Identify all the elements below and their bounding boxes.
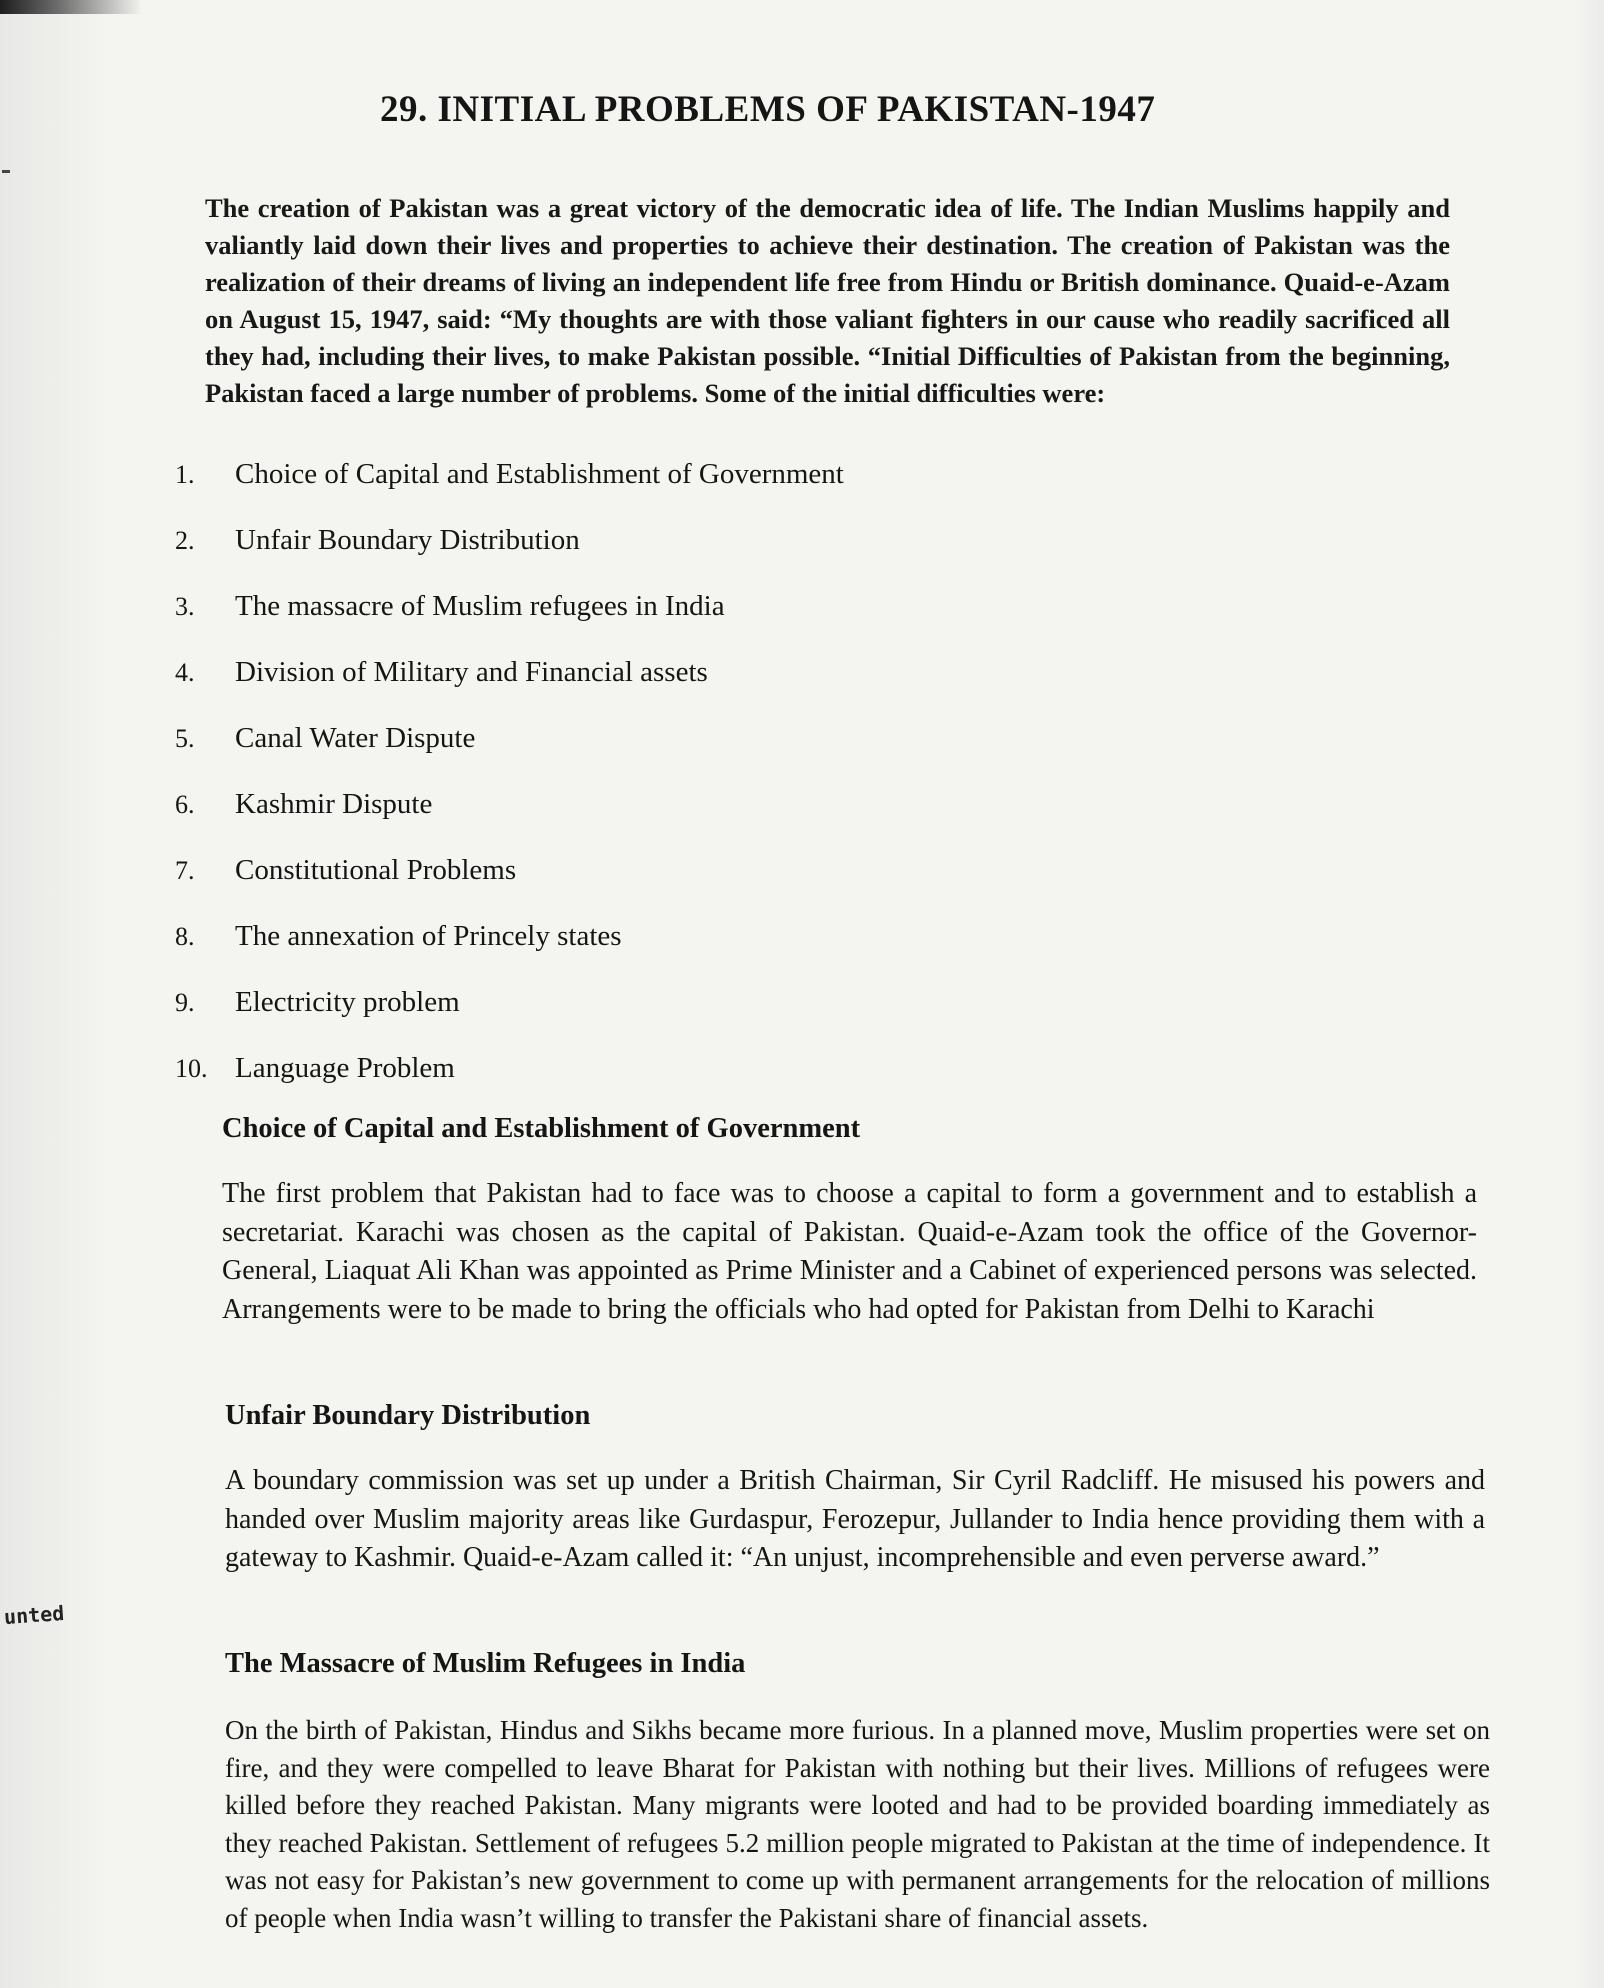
section-boundary <box>225 1400 1490 1573</box>
list-item <box>175 516 1075 582</box>
list-number: 7. <box>175 856 195 885</box>
list-number: 5. <box>175 724 195 753</box>
list-item <box>175 780 1075 846</box>
list-item-text: The massacre of Muslim refugees in India <box>235 590 725 622</box>
list-item-text: Unfair Boundary Distribution <box>235 524 580 556</box>
list-item-text: Kashmir Dispute <box>235 788 433 820</box>
page-edge <box>0 0 140 14</box>
section-body: A boundary commission was set up under a British Chairman, Sir Cyril Radcliff. He misused his powers and handed over Muslim majority areas like Gurdaspur, Ferozepur, Jullander to India hence providing them with a gateway to Kashmir. Quaid-e-Azam called it: “An unjust, incomprehensible and even perverse award.” <box>225 1465 1485 1573</box>
list-item <box>175 846 1075 912</box>
intro-paragraph: The creation of Pakistan was a great victory of the democratic idea of life. The Indian Muslims happily and valiantly laid down their lives and properties to achieve their destination. The creation of Pakistan was the realization of their dreams of living an independent life free from Hindu or British dominance. Quaid-e-Azam on August 15, 1947, said: “My thoughts are with those valiant fighters in our cause who readily sacrificed all they had, including their lives, to make Pakistan possible. “Initial Difficulties of Pakistan from the beginning, Pakistan faced a large number of problems. Some of the initial difficulties were: <box>205 192 1450 408</box>
list-item-text: Division of Military and Financial assets <box>235 656 708 688</box>
page-shadow <box>0 0 110 1988</box>
list-item-text: Choice of Capital and Establishment of Government <box>235 458 844 490</box>
list-number: 4. <box>175 658 195 687</box>
section-body: The first problem that Pakistan had to face was to choose a capital to form a government and to establish a secretariat. Karachi was chosen as the capital of Pakistan. Quaid-e-Azam took the office of the Governor-General, Liaquat Ali Khan was appointed as Prime Minister and a Cabinet of experienced persons was selected. Arrangements were to be made to bring the officials who had opted for Pakistan from Delhi to Karachi <box>222 1178 1477 1325</box>
list-item <box>175 1044 1075 1110</box>
section-body: On the birth of Pakistan, Hindus and Sikhs became more furious. In a planned move, Muslim properties were set on fire, and they were compelled to leave Bharat for Pakistan with nothing but their lives. Millions of refugees were killed before they reached Pakistan. Many migrants were looted and had to be provided boarding immediately as they reached Pakistan. Settlement of refugees 5.2 million people migrated to Pakistan at the time of independence. It was not easy for Pakistan’s new government to come up with permanent arrangements for the relocation of millions of people when India wasn’t willing to transfer the Pakistani share of financial assets. <box>225 1715 1490 1933</box>
page-title: 29. INITIAL PROBLEMS OF PAKISTAN-1947 <box>380 89 1156 130</box>
list-item <box>175 978 1075 1044</box>
list-item-text: Language Problem <box>235 1052 455 1084</box>
list-number: 8. <box>175 922 195 951</box>
list-item-text: Electricity problem <box>235 986 460 1018</box>
list-number: 3. <box>175 592 195 621</box>
section-heading: Choice of Capital and Establishment of Government <box>222 1113 861 1144</box>
list-number: 10. <box>175 1054 208 1083</box>
list-item <box>175 450 1075 516</box>
section-heading: Unfair Boundary Distribution <box>225 1400 591 1431</box>
margin-stamp: unted <box>3 1600 65 1630</box>
list-item <box>175 582 1075 648</box>
section-capital <box>222 1113 1487 1325</box>
list-item <box>175 714 1075 780</box>
problems-list <box>175 450 1075 1110</box>
list-item-text: Canal Water Dispute <box>235 722 476 754</box>
list-item-text: The annexation of Princely states <box>235 920 622 952</box>
list-number: 6. <box>175 790 195 819</box>
list-item <box>175 912 1075 978</box>
section-refugees <box>225 1648 1490 1933</box>
list-number: 2. <box>175 526 195 555</box>
list-item <box>175 648 1075 714</box>
list-number: 9. <box>175 988 195 1017</box>
section-heading: The Massacre of Muslim Refugees in India <box>225 1648 746 1679</box>
page-edge-right <box>1576 0 1604 1988</box>
list-number: 1. <box>175 460 195 489</box>
list-item-text: Constitutional Problems <box>235 854 517 886</box>
margin-mark <box>2 170 10 173</box>
